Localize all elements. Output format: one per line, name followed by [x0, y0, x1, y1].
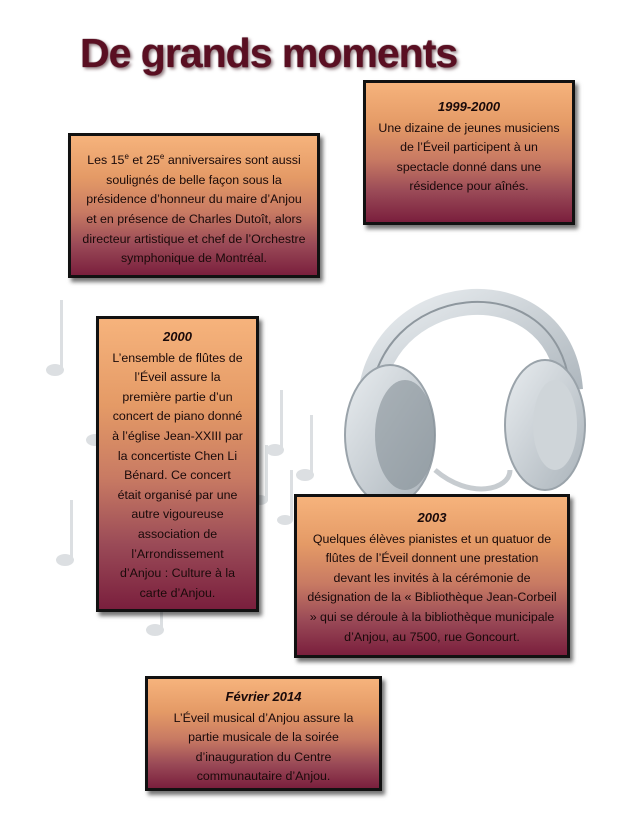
card-1999-2000: [363, 80, 575, 225]
card-2003: [294, 494, 570, 658]
card-heading: 1999-2000: [437, 99, 501, 114]
card-text: Une dizaine de jeunes musiciens de l’Éveil participent à un spectacle donné dans une résidence pour aînés.: [378, 120, 560, 194]
card-fevrier-2014: [145, 676, 382, 791]
card-heading: Février 2014: [225, 689, 302, 704]
card-heading: 2003: [417, 510, 447, 525]
card-text: L’Éveil musical d’Anjou assure la partie musicale de la soirée d’inauguration du Centre communautaire d’Anjou.: [173, 710, 354, 784]
card-heading: 2000: [163, 329, 192, 344]
card-2000: [96, 316, 259, 612]
card-text: Quelques élèves pianistes et un quatuor de flûtes de l’Éveil donnent une prestation devant les invités à la cérémonie de désignation de la « Bibliothèque Jean-Corbeil » qui se déroule à la bibliothèque municipale d’Anjou, au 7500, rue Goncourt.: [307, 531, 557, 644]
card-text: Les 15e et 25e anniversaires sont aussi soulignés de belle façon sous la présidence d’honneur du maire d’Anjou et en présence de Charles Dutoît, alors directeur artistique et chef de l’Orchestre symphonique de Montréal.: [82, 152, 306, 266]
page-title: De grands moments: [80, 30, 458, 76]
card-text: L’ensemble de flûtes de l’Éveil assure la première partie d’un concert de piano donné à l’église Jean-XXIII par la concertiste Chen Li Bénard. Ce concert était organisé par une autre vigoureuse association de l’Arrondissement d’Anjou : Culture à la carte d’Anjou.: [112, 350, 243, 600]
card-anniversaires: [68, 133, 320, 278]
